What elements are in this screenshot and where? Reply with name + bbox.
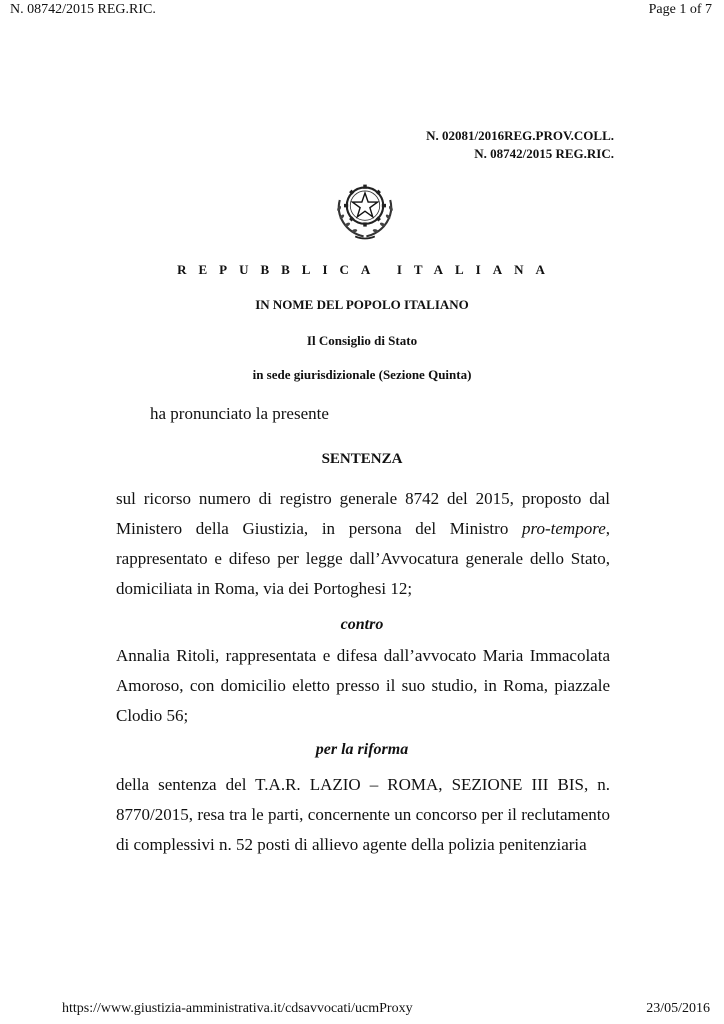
page-counter: Page 1 of 7 xyxy=(648,2,712,17)
pro-tempore-text: pro-tempore xyxy=(522,519,606,538)
ricorso-text-end: , rappresentato e difeso per legge dall’Avvocatura generale dello Stato, domiciliata in Roma, via dei Portoghesi 12; xyxy=(116,519,610,598)
in-nome-del-popolo-title: IN NOME DEL POPOLO ITALIANO xyxy=(255,297,469,312)
ricorso-paragraph xyxy=(116,484,610,604)
italian-republic-emblem-icon xyxy=(330,172,400,242)
pronunciato-text: ha pronunciato la presente xyxy=(150,404,329,423)
footer-date: 23/05/2016 xyxy=(646,1001,710,1016)
controparte-paragraph: Annalia Ritoli, rappresentata e difesa dall’avvocato Maria Immacolata Amoroso, con domicilio eletto presso il suo studio, in Roma, piazzale Clodio 56; xyxy=(116,646,610,725)
ricorso-text-start: sul ricorso numero di registro generale 8742 del 2015, proposto dal Ministero della Giustizia, in persona del Ministro xyxy=(116,489,610,538)
consiglio-di-stato-title: Il Consiglio di Stato xyxy=(306,333,418,348)
footer-url: https://www.giustizia-amministrativa.it/cdsavvocati/ucmProxy xyxy=(62,1001,413,1016)
contro-heading: contro xyxy=(340,616,384,633)
provision-number: N. 02081/2016REG.PROV.COLL. xyxy=(426,128,614,143)
riforma-paragraph: della sentenza del T.A.R. LAZIO – ROMA, SEZIONE III BIS, n. 8770/2015, resa tra le parti, concernente un concorso per il reclutamento di complessivi n. 52 posti di allievo agente della polizia penitenziaria xyxy=(116,775,610,854)
per-la-riforma-heading: per la riforma xyxy=(315,741,409,758)
appeal-number: N. 08742/2015 REG.RIC. xyxy=(474,146,614,161)
repubblica-italiana-title: REPUBBLICA ITALIANA xyxy=(177,262,557,277)
sentenza-heading: SENTENZA xyxy=(321,451,403,467)
sezione-title: in sede giurisdizionale (Sezione Quinta) xyxy=(252,367,472,382)
page-header-reference: N. 08742/2015 REG.RIC. xyxy=(10,2,156,17)
